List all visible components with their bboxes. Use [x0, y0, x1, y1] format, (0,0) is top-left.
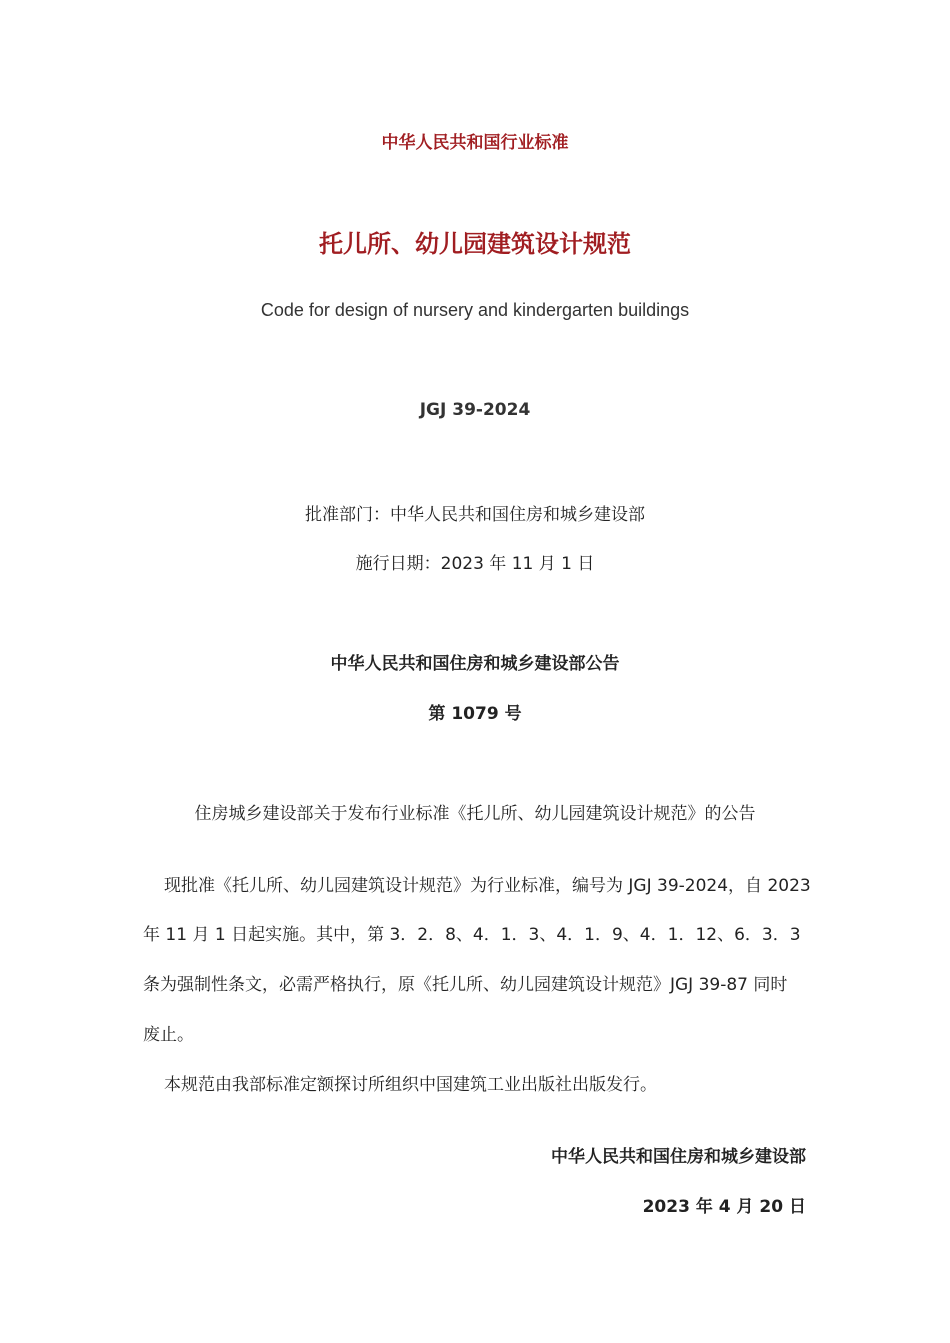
- announcement-paragraph-line: 废止。: [143, 1025, 194, 1045]
- document-title-english: Code for design of nursery and kindergarten buildings: [260, 300, 690, 320]
- announcement-paragraph-line: 条为强制性条文，必需严格执行，原《托儿所、幼儿园建筑设计规范》JGJ 39-87 同时: [143, 975, 788, 995]
- announcement-title: 中华人民共和国住房和城乡建设部公告: [330, 654, 620, 674]
- signature-organization: 中华人民共和国住房和城乡建设部: [551, 1147, 806, 1167]
- announcement-paragraph-line: 年 11 月 1 日起实施。其中，第 3．2．8、4．1．3、4．1．9、4．1．12、6．3．3: [143, 925, 801, 945]
- announcement-number: 第 1079 号: [428, 704, 522, 724]
- announcement-paragraph-line: 现批准《托儿所、幼儿园建筑设计规范》为行业标准，编号为 JGJ 39-2024，自 2023: [164, 876, 811, 896]
- document-title: 托儿所、幼儿园建筑设计规范: [319, 230, 631, 258]
- standard-code: JGJ 39-2024: [419, 400, 531, 420]
- publisher-paragraph: 本规范由我部标准定额探讨所组织中国建筑工业出版社出版发行。: [164, 1075, 657, 1095]
- announcement-subject: 住房城乡建设部关于发布行业标准《托儿所、幼儿园建筑设计规范》的公告: [194, 804, 756, 824]
- effective-date: 施行日期：2023 年 11 月 1 日: [355, 554, 595, 574]
- standard-category: 中华人民共和国行业标准: [381, 133, 569, 153]
- approval-department: 批准部门：中华人民共和国住房和城乡建设部: [305, 505, 645, 525]
- signature-date: 2023 年 4 月 20 日: [642, 1197, 806, 1217]
